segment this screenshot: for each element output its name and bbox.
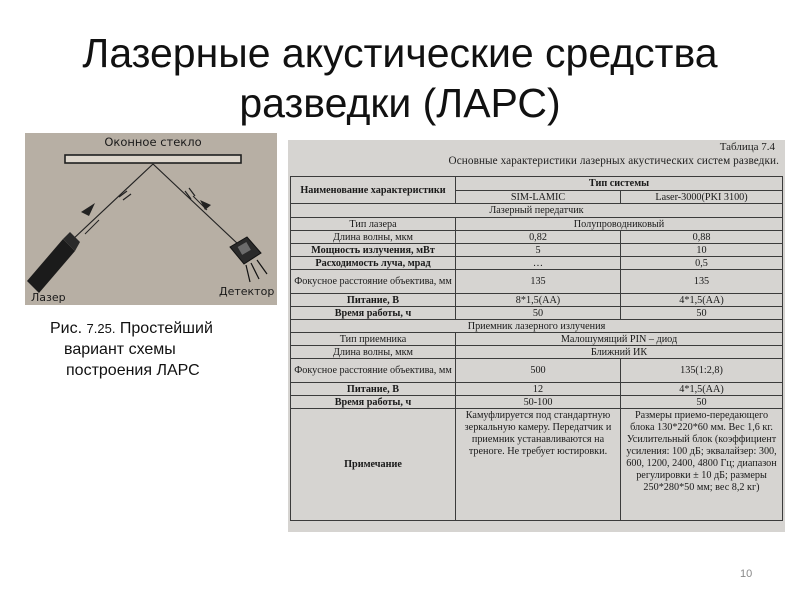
row-value-2: 4*1,5(АА)	[621, 294, 783, 307]
row-value-1: 500	[456, 359, 621, 383]
row-value-1: 5	[456, 244, 621, 257]
header-system-type: Тип системы	[456, 177, 783, 191]
note-row	[291, 409, 783, 521]
table-row	[291, 359, 783, 383]
window-glass-shape	[65, 155, 241, 163]
row-name: Фокусное расстояние объектива, мм	[291, 359, 456, 383]
row-value-2: 10	[621, 244, 783, 257]
characteristics-table-image	[288, 140, 785, 532]
table-label: Таблица 7.4	[719, 141, 775, 153]
table-heading: Основные характеристики лазерных акустических систем разведки.	[448, 155, 779, 167]
row-value-1: 8*1,5(АА)	[456, 294, 621, 307]
row-value-1: 135	[456, 270, 621, 294]
header-sys2: Laser-3000(PKI 3100)	[621, 191, 783, 204]
table-row	[291, 270, 783, 294]
row-name: Расходимость луча, мрад	[291, 257, 456, 270]
figure-caption	[50, 318, 280, 381]
row-value-1: 50-100	[456, 396, 621, 409]
note-name: Примечание	[291, 409, 456, 521]
table-header-row	[291, 177, 783, 191]
slide-title-line2: разведки (ЛАРС)	[239, 80, 561, 126]
row-name: Длина волны, мкм	[291, 346, 456, 359]
row-name: Длина волны, мкм	[291, 231, 456, 244]
table-row	[291, 346, 783, 359]
row-value-2: 50	[621, 396, 783, 409]
row-merged-value: Малошумящий PIN – диод	[456, 333, 783, 346]
caption-prefix: Рис.	[50, 320, 83, 337]
row-value-2: 135	[621, 270, 783, 294]
caption-line3: построения ЛАРС	[66, 362, 200, 379]
row-name: Тип лазера	[291, 218, 456, 231]
note-value-1: Камуфлируется под стандартную зеркальную камеру. Передатчик и приемник устанавливаются на треноге. Не требует юстировки.	[456, 409, 621, 521]
section-row	[291, 204, 783, 218]
row-value-1: …	[456, 257, 621, 270]
table-row	[291, 218, 783, 231]
table-row	[291, 383, 783, 396]
row-name: Мощность излучения, мВт	[291, 244, 456, 257]
row-value-1: 12	[456, 383, 621, 396]
page-number: 10	[740, 568, 753, 580]
section-receiver: Приемник лазерного излучения	[291, 320, 783, 333]
table-row	[291, 333, 783, 346]
row-merged-value: Ближний ИК	[456, 346, 783, 359]
row-value-2: 0,88	[621, 231, 783, 244]
characteristics-table	[290, 176, 783, 521]
row-value-2: 0,5	[621, 257, 783, 270]
slide-title	[20, 28, 780, 128]
section-row	[291, 320, 783, 333]
laser-scheme-drawing	[25, 133, 277, 305]
detector-label: Детектор	[219, 285, 275, 298]
table-row	[291, 244, 783, 257]
caption-line2: вариант схемы	[64, 341, 176, 358]
table-row	[291, 294, 783, 307]
laser-label: Лазер	[31, 291, 66, 304]
note-value-2: Размеры приемо-передающего блока 130*220*60 мм. Вес 1,6 кг. Усилительный блок (коэффициент усиления: 100 дБ; эквалайзер: 300, 600, 1200, 2400, 4800 Гц; диапазон регулировки ± 10 дБ; размеры 250*280*50 мм; вес 8,2 кг)	[621, 409, 783, 521]
section-transmitter: Лазерный передатчик	[291, 204, 783, 218]
table-row	[291, 231, 783, 244]
row-value-2: 135(1:2,8)	[621, 359, 783, 383]
row-name: Фокусное расстояние объектива, мм	[291, 270, 456, 294]
table-row	[291, 396, 783, 409]
row-name: Время работы, ч	[291, 396, 456, 409]
row-name: Тип приемника	[291, 333, 456, 346]
row-name: Время работы, ч	[291, 307, 456, 320]
window-label: Оконное стекло	[104, 135, 202, 149]
header-name-col: Наименование характеристики	[291, 177, 456, 204]
row-value-2: 4*1,5(АА)	[621, 383, 783, 396]
table-row	[291, 257, 783, 270]
laser-scheme-figure	[25, 133, 277, 305]
table-row	[291, 307, 783, 320]
row-merged-value: Полупроводниковый	[456, 218, 783, 231]
row-name: Питание, В	[291, 294, 456, 307]
header-sys1: SIM-LAMIC	[456, 191, 621, 204]
row-value-1: 50	[456, 307, 621, 320]
caption-number: 7.25.	[86, 321, 116, 336]
caption-line1: Простейший	[119, 320, 213, 337]
row-name: Питание, В	[291, 383, 456, 396]
row-value-1: 0,82	[456, 231, 621, 244]
row-value-2: 50	[621, 307, 783, 320]
slide-title-line1: Лазерные акустические средства	[82, 30, 718, 76]
